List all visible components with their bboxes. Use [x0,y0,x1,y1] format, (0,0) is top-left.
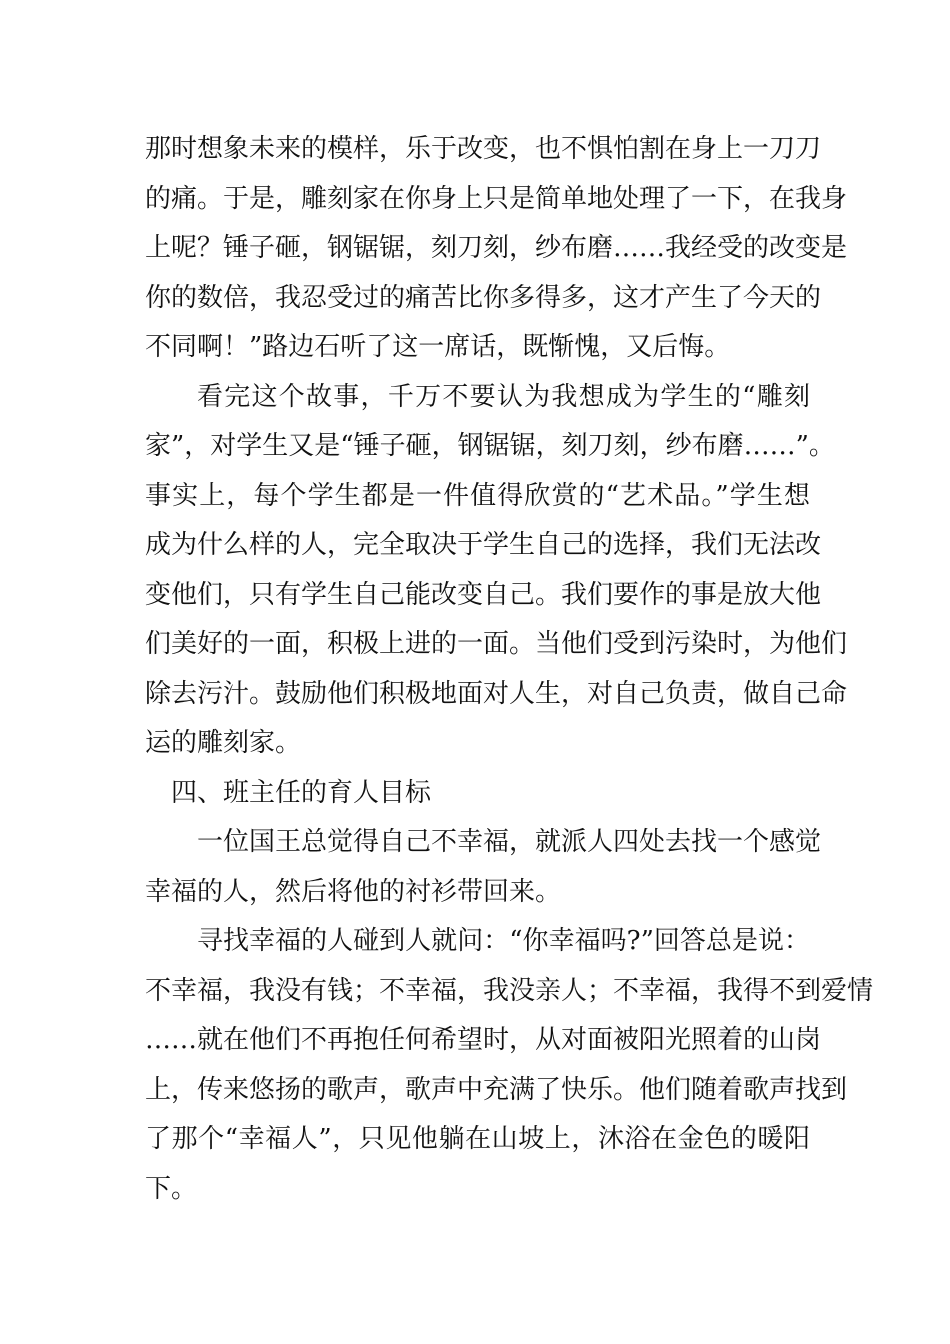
text-line: 幸福的人，然后将他的衬衫带回来。 [145,876,562,907]
text-line: 变他们，只有学生自己能改变自己。我们要作的事是放大他 [145,579,822,610]
paragraph-search [145,917,874,1214]
text-line: 们美好的一面，积极上进的一面。当他们受到污染时，为他们 [145,629,848,659]
section-heading: 四、班主任的育人目标 [171,777,432,808]
text-line: 除去污汁。鼓励他们积极地面对人生，对自己负责，做自己命 [145,678,848,709]
text-line: ……就在他们不再抱任何希望时，从对面被阳光照着的山岗 [145,1025,822,1055]
text-line: 寻找幸福的人碰到人就问：“你幸福吗?”回答总是说： [197,926,810,956]
text-line: 家”，对学生又是“锤子砸，钢锯锯，刻刀刻，纱布磨……”。 [145,431,835,461]
text-line: 的痛。于是，雕刻家在你身上只是简单地处理了一下，在我身 [145,183,848,214]
text-line: 你的数倍，我忍受过的痛苦比你多得多，这才产生了今天的 [145,282,822,313]
text-line: 成为什么样的人，完全取决于学生自己的选择，我们无法改 [145,530,822,560]
paragraph-king [145,818,822,917]
text-line: 事实上，每个学生都是一件值得欣赏的“艺术品。”学生想 [145,480,810,511]
paragraph-continued [145,125,848,373]
text-line: 看完这个故事，千万不要认为我想成为学生的“雕刻 [197,381,810,412]
text-line: 上呢？锤子砸，钢锯锯，刻刀刻，纱布磨……我经受的改变是 [145,233,848,263]
text-line: 不幸福，我没有钱；不幸福，我没亲人；不幸福，我得不到爱情 [145,975,874,1006]
text-line: 那时想象未来的模样，乐于改变，也不惧怕割在身上一刀刀 [145,134,822,164]
text-line: 了那个“幸福人”，只见他躺在山坡上，沐浴在金色的暖阳 [145,1124,810,1154]
text-line: 一位国王总觉得自己不幸福，就派人四处去找一个感觉 [197,827,822,857]
text-line: 上，传来悠扬的歌声，歌声中充满了快乐。他们随着歌声找到 [145,1074,848,1105]
body-text [145,125,874,1214]
paragraph-reflection [145,373,848,769]
text-line: 运的雕刻家。 [145,728,302,758]
text-line: 下。 [145,1173,198,1204]
text-line: 不同啊！”路边石听了这一席话，既惭愧，又后悔。 [145,332,731,362]
